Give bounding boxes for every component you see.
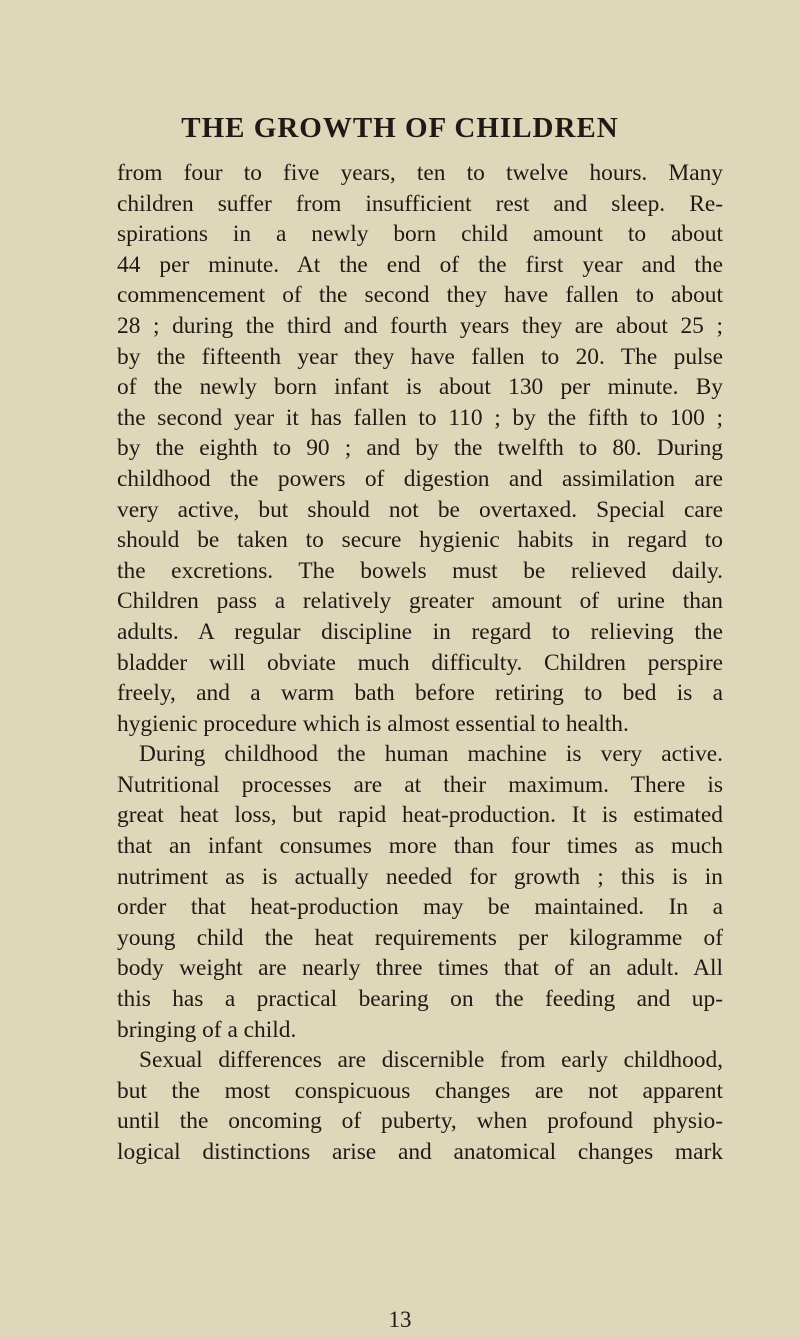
text-line: that an infant consumes more than four times as much xyxy=(117,833,723,860)
text-line: Children pass a relatively greater amount of urine than xyxy=(117,588,723,615)
text-line: should be taken to secure hygienic habits in regard to xyxy=(117,527,723,554)
text-line: the excretions. The bowels must be relieved daily. xyxy=(117,557,723,584)
text-line: until the oncoming of puberty, when profound physio- xyxy=(117,1108,723,1135)
text-line: adults. A regular discipline in regard to relieving the xyxy=(117,618,723,645)
text-line: from four to five years, ten to twelve hours. Many xyxy=(117,160,723,186)
text-line: spirations in a newly born child amount to about xyxy=(117,221,723,248)
text-line: commencement of the second they have fallen to about xyxy=(117,282,723,309)
text-line: Nutritional processes are at their maximum. There is xyxy=(117,771,723,798)
text-line: Sexual differences are discernible from early childhood, xyxy=(139,1047,723,1074)
text-line: nutriment as is actually needed for growth ; this is in xyxy=(117,863,723,890)
text-line: freely, and a warm bath before retiring to bed is a xyxy=(117,680,723,707)
text-line: but the most conspicuous changes are not apparent xyxy=(117,1077,723,1104)
text-line: very active, but should not be overtaxed. Special care xyxy=(117,496,723,523)
text-line: 28 ; during the third and fourth years they are about 25 ; xyxy=(117,312,723,339)
page-number: 13 xyxy=(388,1307,412,1332)
text-line: order that heat-production may be maintained. In a xyxy=(117,894,723,921)
text-line: childhood the powers of digestion and assimilation are xyxy=(117,465,723,492)
text-line: logical distinctions arise and anatomical changes mark xyxy=(117,1139,723,1165)
text-line: by the eighth to 90 ; and by the twelfth to 80. During xyxy=(117,435,723,462)
text-line: of the newly born infant is about 130 per minute. By xyxy=(117,374,723,401)
text-line: great heat loss, but rapid heat-production. It is estimated xyxy=(117,802,723,829)
text-line: children suffer from insufficient rest and sleep. Re- xyxy=(117,190,723,217)
text-line: hygienic procedure which is almost essential to health. xyxy=(117,710,629,737)
text-line: 44 per minute. At the end of the first year and the xyxy=(117,251,723,278)
text-line: young child the heat requirements per kilogramme of xyxy=(117,924,723,951)
text-line: During childhood the human machine is very active. xyxy=(139,741,723,768)
text-line: the second year it has fallen to 110 ; by the fifth to 100 ; xyxy=(117,404,723,431)
running-title: THE GROWTH OF CHILDREN xyxy=(181,112,619,144)
text-line: bladder will obviate much difficulty. Children perspire xyxy=(117,649,723,676)
text-line: body weight are nearly three times that of an adult. All xyxy=(117,955,723,982)
text-line: this has a practical bearing on the feeding and up- xyxy=(117,986,723,1013)
text-line: bringing of a child. xyxy=(117,1016,297,1043)
body-text xyxy=(117,158,723,1168)
text-line: by the fifteenth year they have fallen to 20. The pulse xyxy=(117,343,723,370)
